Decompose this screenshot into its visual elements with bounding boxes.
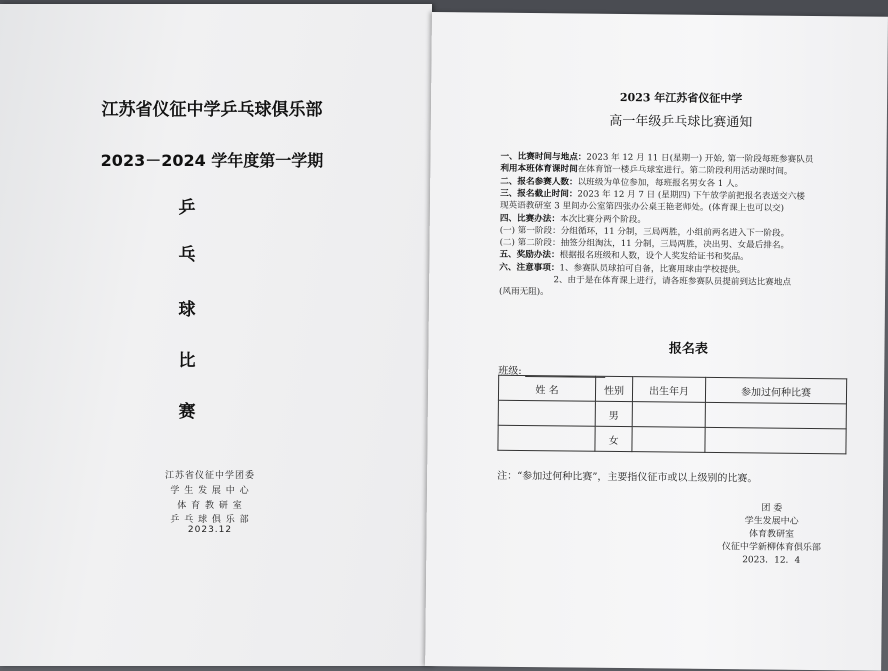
notice-line-text: 本次比赛分两个阶段。 <box>559 213 647 225</box>
notice-organizer-4: 仪征中学新柳体育俱乐部 <box>721 542 821 554</box>
header-gender: 性别 <box>595 376 632 401</box>
cell-gender: 女 <box>595 426 632 451</box>
notice-line-text: (一) 第一阶段：分组循环，11 分制，三局两胜，小组前两名进入下一阶段。 <box>499 225 790 239</box>
cover-organizer-2: 学 生 发 展 中 心 <box>170 486 250 496</box>
class-label: 班级: <box>498 365 522 377</box>
notice-organizer-2: 学生发展中心 <box>744 516 799 527</box>
header-name: 姓 名 <box>498 375 595 401</box>
header-birth: 出生年月 <box>632 377 705 403</box>
cell-birth <box>632 402 705 428</box>
cover-char-2: 乓 <box>178 245 196 265</box>
header-competitions: 参加过何种比赛 <box>705 377 846 403</box>
cover-title-club: 江苏省仪征中学乒乓球俱乐部 <box>101 100 323 120</box>
notice-line-text: 1、参赛队员球拍可自备，比赛用球由学校提供。 <box>559 263 746 275</box>
cover-title-semester: 2023－2024 学年度第一学期 <box>100 151 324 170</box>
cover-char-5: 赛 <box>178 402 196 422</box>
notice-line-head: 二、报名参赛人数： <box>500 176 578 188</box>
notice-line-text: (二) 第二阶段：抽签分组淘汰，11 分制，三局两胜，决出男、女最后排名。 <box>499 237 790 251</box>
notice-page <box>425 12 888 671</box>
table-row <box>498 425 846 454</box>
cell-name <box>498 425 595 451</box>
notice-organizer-3: 体育教研室 <box>748 529 795 540</box>
notice-line-text: 2023 年 12 月 11 日(星期一) 开始, 第一阶段每班参赛队员 <box>586 152 814 166</box>
cover-organizer-4: 乒 乓 球 俱 乐 部 <box>170 515 250 525</box>
notice-line-head: 三、报名截止时间： <box>500 188 578 200</box>
notice-line <box>499 286 859 302</box>
table-header-row <box>498 375 846 404</box>
notice-date: 2023．12．4 <box>742 555 801 566</box>
cover-char-1: 乒 <box>178 198 196 218</box>
notice-line-text: 以班级为单位参加，每班报名男女各 1 人。 <box>577 177 744 189</box>
notice-line-text: (风雨无阻)。 <box>499 287 549 298</box>
cell-competitions <box>705 427 846 453</box>
cover-organizer-3: 体 育 教 研 室 <box>177 501 243 511</box>
notice-line-head: 六、注意事项： <box>499 262 560 274</box>
notice-line-text: 2023 年 12 月 7 日 (星期四) 下午放学前把报名表送交六楼 <box>577 189 805 202</box>
cover-page <box>0 4 432 666</box>
notice-line-text: 2、由于是在体育课上进行，请各班参赛队员提前到达比赛地点 <box>499 274 792 288</box>
notice-line-text: 现英语教研室 3 里间办公室第四张办公桌王艳老师处。(体育课上也可以交) <box>499 200 785 214</box>
notice-event-title: 高一年级乒乓球比赛通知 <box>609 113 753 131</box>
cell-name <box>498 400 595 426</box>
cover-char-4: 比 <box>178 351 196 371</box>
cell-birth <box>632 427 705 453</box>
cover-char-3: 球 <box>178 300 196 320</box>
notice-line-head: 四、比赛办法： <box>499 213 561 224</box>
notice-line-text: 根据报名班级和人数，设个人奖发给证书和奖品。 <box>559 250 749 263</box>
cell-competitions <box>705 402 846 428</box>
notice-line-text: 在体育馆一楼乒乓球室进行。第二阶段利用活动课时间。 <box>577 164 793 178</box>
notice-line-head: 一、比赛时间与地点： <box>500 151 587 163</box>
table-row <box>498 400 846 429</box>
notice-line-head: 五、奖励办法： <box>499 250 560 261</box>
cell-gender: 男 <box>595 401 632 426</box>
notice-school-title: 2023 年江苏省仪征中学 <box>619 90 743 106</box>
notice-line-head: 利用本班体育课时间 <box>500 164 578 175</box>
cover-organizer-1: 江苏省仪征中学团委 <box>164 471 255 481</box>
registration-table <box>497 375 847 455</box>
registration-title: 报名表 <box>668 341 709 357</box>
notice-organizer-1: 团 委 <box>761 503 783 514</box>
table-note: 注：“参加过何种比赛”，主要指仪征市或以上级别的比赛。 <box>497 470 758 485</box>
cover-date: 2023.12 <box>187 525 233 535</box>
